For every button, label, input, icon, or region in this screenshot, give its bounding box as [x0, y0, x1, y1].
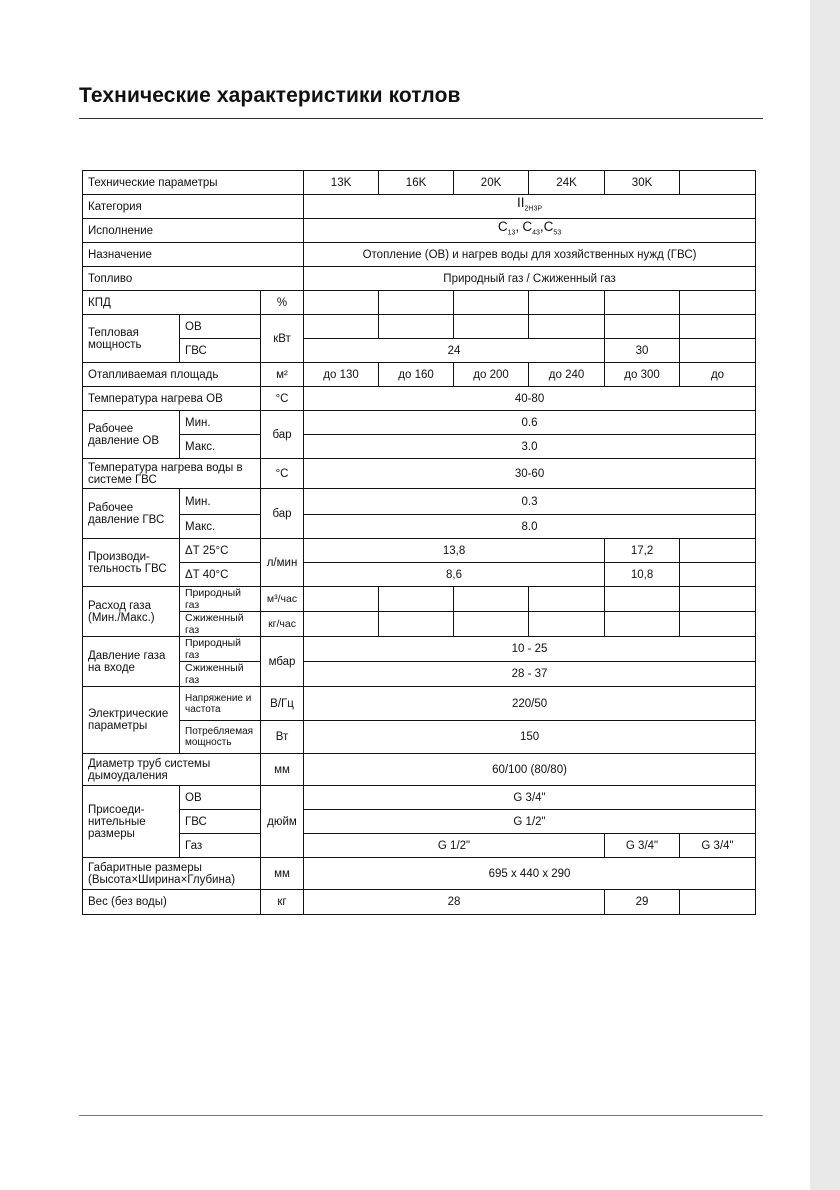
gas-consumption-natural-label: Природный газ	[180, 587, 261, 612]
model-extra	[680, 171, 756, 195]
weight-unit: кг	[261, 890, 304, 915]
electric-power-unit: Вт	[261, 721, 304, 754]
area-extra: до	[680, 363, 756, 387]
pressure-ov-max-label: Макс.	[180, 435, 261, 459]
power-label: Тепловая мощность	[83, 315, 180, 363]
pressure-gvs-unit: бар	[261, 489, 304, 539]
connections-label: Присоеди-нительные размеры	[83, 786, 180, 858]
gas-consumption-lpg-unit: кг/час	[261, 612, 304, 637]
pressure-gvs-max: 8.0	[304, 515, 756, 539]
flue-label: Диаметр труб системы дымоудаления	[83, 754, 261, 786]
table-row	[83, 411, 756, 435]
dimensions-label: Габаритные размеры (Высота×Ширина×Глубина)	[83, 858, 261, 890]
table-row	[83, 587, 756, 612]
title-rule	[79, 118, 763, 119]
flue-unit: мм	[261, 754, 304, 786]
power-unit: кВт	[261, 315, 304, 363]
connections-unit: дюйм	[261, 786, 304, 858]
connections-gas-30k: G 3/4"	[605, 834, 680, 858]
productivity-dt25-small: 13,8	[304, 539, 605, 563]
category-label: Категория	[83, 195, 304, 219]
area-30k: до 300	[605, 363, 680, 387]
electric-power-value: 150	[304, 721, 756, 754]
gas-consumption-label: Расход газа (Мин./Макс.)	[83, 587, 180, 637]
model-13k: 13K	[304, 171, 379, 195]
table-row	[83, 515, 756, 539]
electric-power-label: Потребляемая мощность	[180, 721, 261, 754]
efficiency-label: КПД	[83, 291, 261, 315]
purpose-value: Отопление (ОВ) и нагрев воды для хозяйственных нужд (ГВС)	[304, 243, 756, 267]
footer-rule	[79, 1115, 763, 1116]
gas-pressure-natural-value: 10 - 25	[304, 637, 756, 662]
productivity-dt40-small: 8,6	[304, 563, 605, 587]
table-row	[83, 489, 756, 515]
connections-ov-label: ОВ	[180, 786, 261, 810]
electric-voltage-value: 220/50	[304, 687, 756, 721]
table-row	[83, 435, 756, 459]
table-row	[83, 662, 756, 687]
weight-label: Вес (без воды)	[83, 890, 261, 915]
pressure-ov-min: 0.6	[304, 411, 756, 435]
productivity-dt40-label: ΔT 40°C	[180, 563, 261, 587]
temp-gvs-label: Температура нагрева воды в системе ГВС	[83, 459, 261, 489]
model-30k: 30K	[605, 171, 680, 195]
model-16k: 16K	[379, 171, 454, 195]
pressure-gvs-max-label: Макс.	[180, 515, 261, 539]
table-row	[83, 219, 756, 243]
header-label: Технические параметры	[83, 171, 304, 195]
gas-consumption-lpg-label: Сжиженный газ	[180, 612, 261, 637]
table-row	[83, 315, 756, 339]
table-row	[83, 754, 756, 786]
gas-pressure-lpg-value: 28 - 37	[304, 662, 756, 687]
gas-pressure-label: Давление газа на входе	[83, 637, 180, 687]
table-row	[83, 267, 756, 291]
connections-gas-small: G 1/2"	[304, 834, 605, 858]
fuel-value: Природный газ / Сжиженный газ	[304, 267, 756, 291]
area-unit: м²	[261, 363, 304, 387]
productivity-unit: л/мин	[261, 539, 304, 587]
table-row	[83, 459, 756, 489]
connections-gvs-label: ГВС	[180, 810, 261, 834]
productivity-dt25-label: ΔT 25°C	[180, 539, 261, 563]
electric-voltage-label: Напряжение и частота	[180, 687, 261, 721]
temp-ov-label: Температура нагрева ОВ	[83, 387, 261, 411]
connections-gvs-value: G 1/2"	[304, 810, 756, 834]
productivity-dt25-30k: 17,2	[605, 539, 680, 563]
area-24k: до 240	[529, 363, 605, 387]
table-row	[83, 363, 756, 387]
productivity-dt40-30k: 10,8	[605, 563, 680, 587]
connections-gas-label: Газ	[180, 834, 261, 858]
table-row	[83, 858, 756, 890]
model-24k: 24K	[529, 171, 605, 195]
table-row	[83, 291, 756, 315]
table-row	[83, 339, 756, 363]
table-row	[83, 637, 756, 662]
pressure-ov-min-label: Мин.	[180, 411, 261, 435]
table-row	[83, 195, 756, 219]
table-row	[83, 539, 756, 563]
pressure-gvs-min-label: Мин.	[180, 489, 261, 515]
table-row	[83, 687, 756, 721]
power-gvs-label: ГВС	[180, 339, 261, 363]
productivity-label: Производи-тельность ГВС	[83, 539, 180, 587]
power-gvs-30k: 30	[605, 339, 680, 363]
gas-pressure-natural-label: Природный газ	[180, 637, 261, 662]
purpose-label: Назначение	[83, 243, 304, 267]
page-edge-band	[810, 0, 840, 1190]
gas-pressure-lpg-label: Сжиженный газ	[180, 662, 261, 687]
table-row	[83, 721, 756, 754]
electric-label: Электрические параметры	[83, 687, 180, 754]
version-value: $C_{13}$, $C_{43},C_{53}$	[304, 219, 756, 243]
page-title: Технические характеристики котлов	[79, 84, 461, 107]
pressure-ov-label: Рабочее давление ОВ	[83, 411, 180, 459]
table-row	[83, 834, 756, 858]
weight-small: 28	[304, 890, 605, 915]
flue-value: 60/100 (80/80)	[304, 754, 756, 786]
area-label: Отапливаемая площадь	[83, 363, 261, 387]
temp-gvs-unit: °С	[261, 459, 304, 489]
category-value: $II_{2H3P}$	[304, 195, 756, 219]
temp-ov-unit: °С	[261, 387, 304, 411]
gas-pressure-unit: мбар	[261, 637, 304, 687]
power-ov-label: ОВ	[180, 315, 261, 339]
dimensions-unit: мм	[261, 858, 304, 890]
table-row	[83, 890, 756, 915]
spec-table	[82, 170, 756, 915]
version-label: Исполнение	[83, 219, 304, 243]
area-13k: до 130	[304, 363, 379, 387]
table-row	[83, 612, 756, 637]
weight-30k: 29	[605, 890, 680, 915]
area-16k: до 160	[379, 363, 454, 387]
connections-gas-extra: G 3/4"	[680, 834, 756, 858]
dimensions-value: 695 х 440 х 290	[304, 858, 756, 890]
gas-consumption-natural-unit: м³/час	[261, 587, 304, 612]
pressure-gvs-label: Рабочее давление ГВС	[83, 489, 180, 539]
table-row	[83, 171, 756, 195]
pressure-ov-max: 3.0	[304, 435, 756, 459]
fuel-label: Топливо	[83, 267, 304, 291]
pressure-gvs-min: 0.3	[304, 489, 756, 515]
power-gvs-small: 24	[304, 339, 605, 363]
area-20k: до 200	[454, 363, 529, 387]
table-row	[83, 387, 756, 411]
table-row	[83, 243, 756, 267]
table-row	[83, 563, 756, 587]
table-row	[83, 786, 756, 810]
electric-voltage-unit: В/Гц	[261, 687, 304, 721]
efficiency-unit: %	[261, 291, 304, 315]
pressure-ov-unit: бар	[261, 411, 304, 459]
temp-gvs-value: 30-60	[304, 459, 756, 489]
model-20k: 20K	[454, 171, 529, 195]
temp-ov-value: 40-80	[304, 387, 756, 411]
connections-ov-value: G 3/4"	[304, 786, 756, 810]
table-row	[83, 810, 756, 834]
